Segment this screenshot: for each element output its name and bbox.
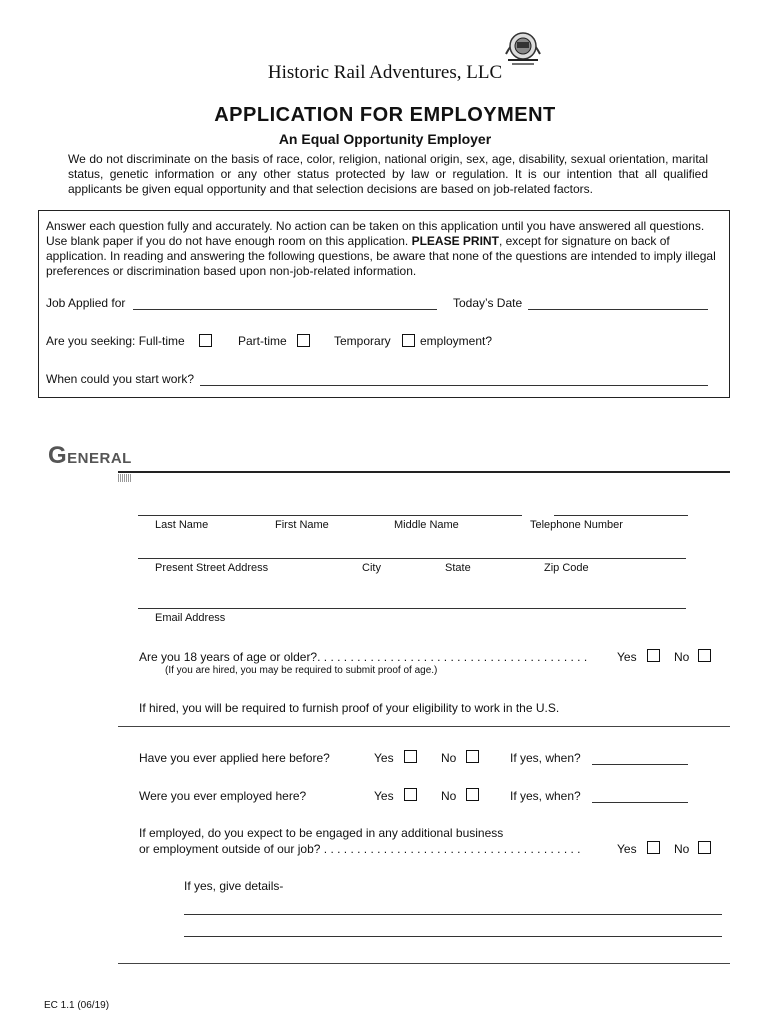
general-heading-rest: ENERAL bbox=[67, 450, 132, 467]
applied-yes-label: Yes bbox=[374, 751, 394, 765]
page-title: APPLICATION FOR EMPLOYMENT bbox=[214, 104, 556, 126]
nondiscrimination-statement: We do not discriminate on the basis of race, color, religion, national origin, sex, age, disability, sexual orientation, marital status, genetic information or any other status protected by law or regulation. It is our intention that all qualified applicants be given equal opportunity and that selection decisions are based on job-related factors. bbox=[68, 152, 708, 196]
general-heading-initial: G bbox=[48, 442, 68, 469]
employed-no-checkbox[interactable] bbox=[466, 788, 479, 801]
temporary-label: Temporary bbox=[334, 334, 391, 348]
employment-label: employment? bbox=[420, 334, 493, 348]
state-label: State bbox=[445, 562, 471, 574]
applied-no-checkbox[interactable] bbox=[466, 750, 479, 763]
first-name-label: First Name bbox=[275, 519, 329, 531]
employed-yes-label: Yes bbox=[374, 789, 394, 803]
telephone-field[interactable] bbox=[554, 515, 688, 516]
general-divider bbox=[118, 471, 730, 473]
form-code: EC 1.1 (06/19) bbox=[44, 1000, 110, 1011]
employed-no-label: No bbox=[441, 789, 457, 803]
details-field-line-1[interactable] bbox=[184, 914, 722, 915]
details-field-line-2[interactable] bbox=[184, 936, 722, 937]
street-address-label: Present Street Address bbox=[155, 562, 269, 574]
bottom-divider bbox=[118, 963, 730, 964]
eligibility-divider bbox=[118, 726, 730, 727]
outside-employment-question-line2: or employment outside of our job? . . . . . . . . . . . . . . . . . . . . . . . . . . . . . . . . . . . . . . . bbox=[139, 842, 581, 856]
general-divider-accent bbox=[118, 474, 132, 482]
section-heading-general bbox=[48, 442, 132, 470]
age-no-checkbox[interactable] bbox=[698, 649, 711, 662]
company-name: Historic Rail Adventures, LLC bbox=[267, 62, 503, 83]
age-yes-checkbox[interactable] bbox=[647, 649, 660, 662]
full-time-checkbox[interactable] bbox=[199, 334, 212, 347]
last-name-label: Last Name bbox=[155, 519, 209, 531]
applied-when-label: If yes, when? bbox=[510, 751, 581, 765]
seeking-label: Are you seeking: Full-time bbox=[46, 334, 185, 348]
start-work-label: When could you start work? bbox=[46, 372, 195, 386]
applied-when-field[interactable] bbox=[592, 764, 688, 765]
email-field[interactable] bbox=[138, 608, 686, 609]
telephone-label: Telephone Number bbox=[530, 519, 623, 531]
todays-date-field[interactable] bbox=[528, 309, 708, 310]
address-field[interactable] bbox=[138, 558, 686, 559]
details-label: If yes, give details- bbox=[184, 879, 284, 893]
email-label: Email Address bbox=[155, 612, 226, 624]
todays-date-label: Today’s Date bbox=[453, 296, 523, 310]
eligibility-note: If hired, you will be required to furnish proof of your eligibility to work in the U.S. bbox=[139, 701, 560, 715]
start-work-field[interactable] bbox=[200, 385, 708, 386]
outside-employment-question-line1: If employed, do you expect to be engaged in any additional business bbox=[139, 826, 504, 840]
employed-before-question: Were you ever employed here? bbox=[139, 789, 307, 803]
instructions-text-after: , except for signature on back of application. In reading and answering the following questions, be aware that none of the questions are intended to imply illegal preferences or discrimination based upon non-job-related information. bbox=[46, 234, 716, 278]
applied-no-label: No bbox=[441, 751, 457, 765]
please-print: PLEASE PRINT bbox=[411, 234, 499, 248]
outside-no-label: No bbox=[674, 842, 690, 856]
employed-when-label: If yes, when? bbox=[510, 789, 581, 803]
age-yes-label: Yes bbox=[617, 650, 637, 664]
applied-before-question: Have you ever applied here before? bbox=[139, 751, 330, 765]
middle-name-label: Middle Name bbox=[394, 519, 459, 531]
age-question: Are you 18 years of age or older?. . . . . . . . . . . . . . . . . . . . . . . . . . . . . . . . . . . . . . . . . bbox=[139, 650, 588, 664]
instructions-text-before: Answer each question fully and accurately. No action can be taken on this application until you have answered all questions. Use blank paper if you do not have enough room on this application. bbox=[46, 219, 705, 248]
temporary-checkbox[interactable] bbox=[402, 334, 415, 347]
applied-yes-checkbox[interactable] bbox=[404, 750, 417, 763]
age-proof-note: (If you are hired, you may be required to submit proof of age.) bbox=[165, 665, 438, 676]
employed-when-field[interactable] bbox=[592, 802, 688, 803]
instructions-text bbox=[46, 219, 726, 279]
employed-yes-checkbox[interactable] bbox=[404, 788, 417, 801]
age-no-label: No bbox=[674, 650, 690, 664]
zip-code-label: Zip Code bbox=[544, 562, 589, 574]
city-label: City bbox=[362, 562, 381, 574]
job-applied-field[interactable] bbox=[133, 309, 437, 310]
page-subtitle: An Equal Opportunity Employer bbox=[278, 131, 492, 147]
outside-yes-label: Yes bbox=[617, 842, 637, 856]
part-time-label: Part-time bbox=[238, 334, 287, 348]
outside-yes-checkbox[interactable] bbox=[647, 841, 660, 854]
outside-no-checkbox[interactable] bbox=[698, 841, 711, 854]
part-time-checkbox[interactable] bbox=[297, 334, 310, 347]
job-applied-label: Job Applied for bbox=[46, 296, 126, 310]
full-name-field[interactable] bbox=[138, 515, 522, 516]
